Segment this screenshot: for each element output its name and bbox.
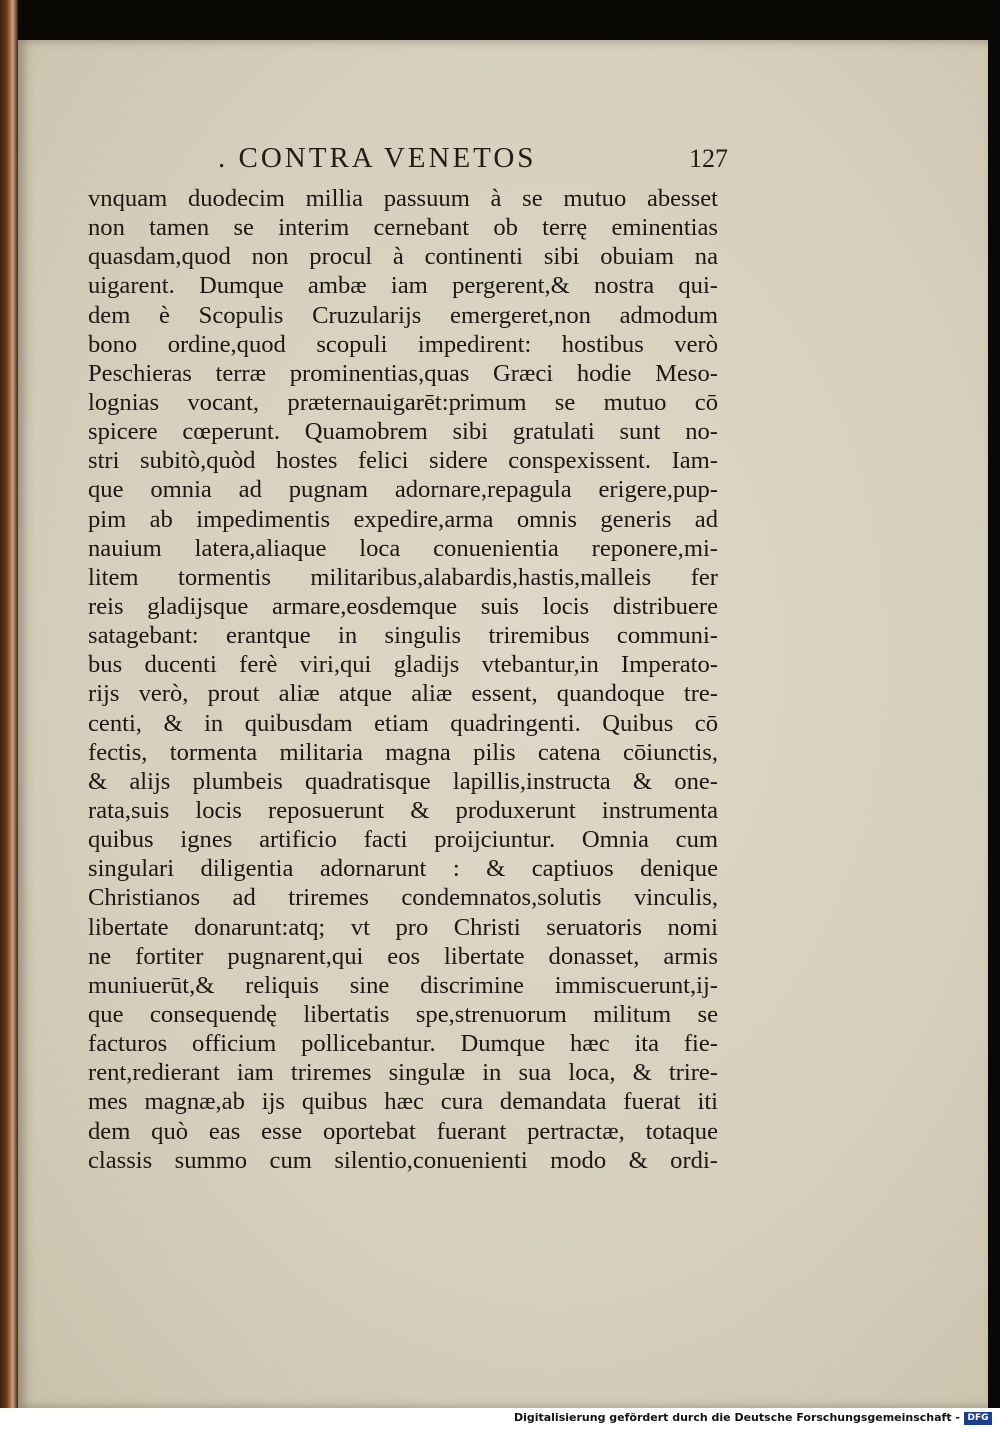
text-line: uigarent. Dumque ambæ iam pergerent,& nostra qui- (88, 272, 718, 300)
text-line: lognias vocant, præternauigarēt:primum se mutuo cō (88, 388, 718, 416)
text-line: rata,suis locis reposuerunt & produxerunt instrumenta (88, 796, 718, 824)
text-line: centi, & in quibusdam etiam quadringenti. Quibus cō (88, 709, 718, 737)
text-line: bono ordine,quod scopuli impedirent: hostibus verò (88, 330, 718, 358)
text-line: pim ab impedimentis expedire,arma omnis generis ad (88, 505, 718, 533)
text-line: fectis, tormenta militaria magna pilis catena cōiunctis, (88, 738, 718, 766)
text-line: non tamen se interim cernebant ob terrę eminentias (88, 214, 718, 242)
text-line: rijs verò, prout aliæ atque aliæ essent, quandoque tre- (88, 680, 718, 708)
text-line: quibus ignes artificio facti proijciuntur. Omnia cum (88, 826, 718, 854)
text-line: que omnia ad pugnam adornare,repagula erigere,pup- (88, 476, 718, 504)
page-text-block (88, 142, 728, 1175)
running-title: . CONTRA VENETOS (218, 142, 537, 174)
dfg-logo: DFG (964, 1412, 992, 1425)
text-line: Christianos ad triremes condemnatos,solutis vinculis, (88, 884, 718, 912)
text-line: stri subitò,quòd hostes felici sidere conspexissent. Iam- (88, 447, 718, 475)
text-line: quasdam,quod non procul à continenti sibi obuiam na (88, 243, 718, 271)
text-line: muniuerūt,& reliquis sine discrimine immiscuerunt,ij- (88, 971, 718, 999)
body-text (88, 184, 718, 1175)
text-line: nauium latera,aliaque loca conuenientia reponere,mi- (88, 534, 718, 562)
text-line: bus ducenti ferè viri,qui gladijs vtebantur,in Imperato- (88, 651, 718, 679)
footer-bar (0, 1408, 1000, 1430)
text-line: mes magnæ,ab ijs quibus hæc cura demandata fuerat iti (88, 1088, 718, 1116)
text-line: vnquam duodecim millia passuum à se mutuo abesset (88, 185, 718, 212)
book-spine (0, 0, 18, 1408)
text-line: reis gladijsque armare,eosdemque suis locis distribuere (88, 592, 718, 620)
text-line: ne fortiter pugnarent,qui eos libertate donasset, armis (88, 942, 718, 970)
text-line: libertate donarunt:atq; vt pro Christi seruatoris nomi (88, 913, 718, 941)
text-line: satagebant: erantque in singulis triremibus communi- (88, 622, 718, 650)
text-line: dem quò eas esse oportebat fuerant pertractæ, totaque (88, 1117, 718, 1145)
text-line: spicere cœperunt. Quamobrem sibi gratulati sunt no- (88, 418, 718, 446)
text-line: singulari diligentia adornarunt : & captiuos denique (88, 855, 718, 883)
text-line: dem è Scopulis Cruzularijs emergeret,non admodum (88, 301, 718, 329)
text-line: Peschieras terræ prominentias,quas Græci hodie Meso- (88, 359, 718, 387)
text-line: facturos officium pollicebantur. Dumque hæc ita fie- (88, 1030, 718, 1058)
text-line: que consequendę libertatis spe,strenuorum militum se (88, 1000, 718, 1028)
book-page (18, 40, 988, 1408)
text-line: litem tormentis militaribus,alabardis,hastis,malleis fer (88, 563, 718, 591)
running-head (88, 142, 728, 178)
funding-credit: Digitalisierung gefördert durch die Deutsche Forschungsgemeinschaft - (513, 1411, 960, 1424)
text-line: classis summo cum silentio,conuenienti modo & ordi- (88, 1146, 718, 1174)
text-line: rent,redierant iam triremes singulæ in sua loca, & trire- (88, 1059, 718, 1087)
text-line: & alijs plumbeis quadratisque lapillis,instructa & one- (88, 767, 718, 795)
page-number: 127 (689, 144, 728, 173)
